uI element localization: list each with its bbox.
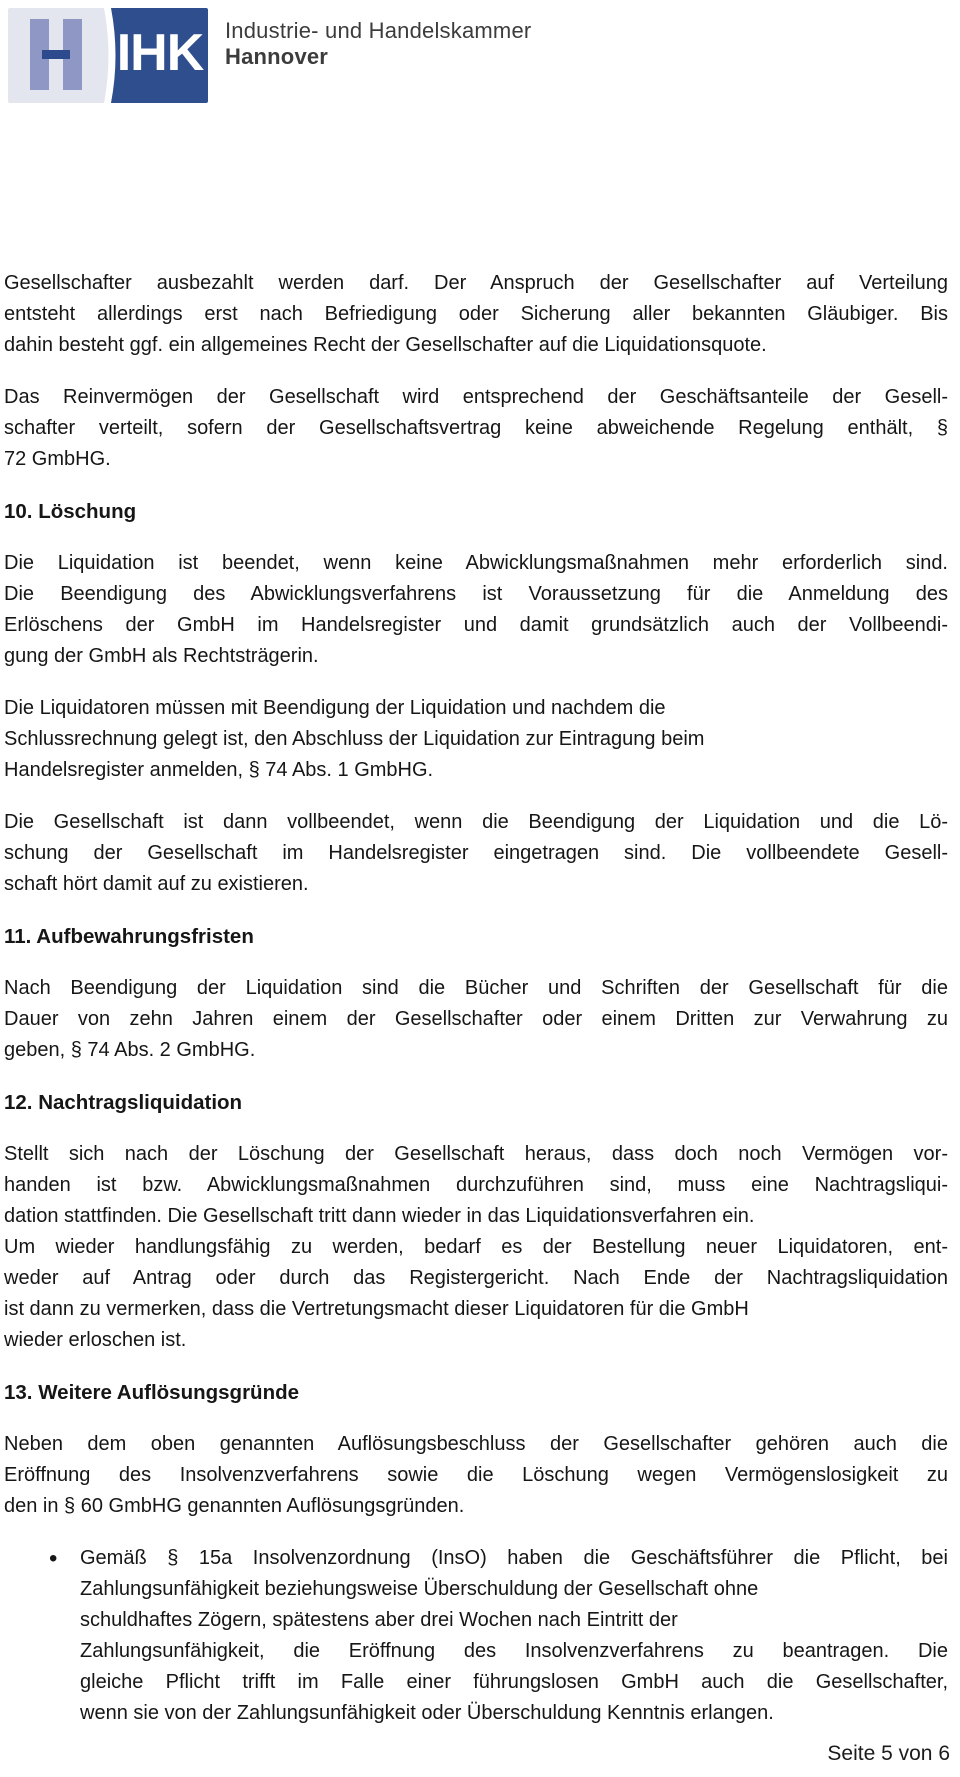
text-line: gleiche Pflicht trifft im Falle einer führungslosen GmbH auch die Gesellschafter, [80,1671,948,1693]
text-line: Stellt sich nach der Löschung der Gesellschaft heraus, dass doch noch Vermögen vor- [4,1143,948,1165]
text-line: dation stattfinden. Die Gesellschaft tritt dann wieder in das Liquidationsverfahren ein. [4,1205,755,1227]
paragraph-weitere-gruende [4,1429,948,1522]
text-line: schung der Gesellschaft im Handelsregister eingetragen sind. Die vollbeendete Gesell- [4,842,948,864]
page-number: Seite 5 von 6 [827,1742,950,1765]
org-name-line2: Hannover [225,44,329,69]
text-line: Neben dem oben genannten Auflösungsbeschluss der Gesellschafter gehören auch die [4,1433,948,1455]
document-body [4,268,948,1750]
logo-org-name [225,18,531,70]
ihk-logo-mark-icon [8,8,208,103]
text-line: geben, § 74 Abs. 2 GmbHG. [4,1039,256,1061]
text-line: Dauer von zehn Jahren einem der Gesellschafter oder einem Dritten zur Verwahrung zu [4,1008,948,1030]
paragraph-liquidatoren-anmeldung [4,693,948,786]
paragraph-vollbeendet [4,807,948,900]
text-line: Erlöschens der GmbH im Handelsregister und damit grundsätzlich auch der Vollbeendi- [4,614,948,636]
paragraph-aufbewahrung [4,973,948,1066]
section-heading-10-loeschung: 10. Löschung [4,500,137,523]
text-line: wieder erloschen ist. [4,1329,187,1351]
text-line: Zahlungsunfähigkeit, die Eröffnung des Insolvenzverfahrens zu beantragen. Die [80,1640,948,1662]
text-line: Gesellschafter ausbezahlt werden darf. Der Anspruch der Gesellschafter auf Verteilung [4,272,948,294]
ihk-logo [8,8,532,108]
text-line: Zahlungsunfähigkeit beziehungsweise Überschuldung der Gesellschaft ohne [80,1578,759,1600]
text-line: Handelsregister anmelden, § 74 Abs. 1 GmbHG. [4,759,434,781]
org-name-line1: Industrie- und Handelskammer [225,18,532,43]
text-line: ist dann zu vermerken, dass die Vertretungsmacht dieser Liquidatoren für die GmbH [4,1298,749,1320]
text-line: wenn sie von der Zahlungsunfähigkeit oder Überschuldung Kenntnis erlangen. [80,1702,774,1724]
text-line: Schlussrechnung gelegt ist, den Abschluss der Liquidation zur Eintragung beim [4,728,705,750]
bullet-dot-icon: • [49,1545,58,1572]
bullet-item-insolvenzantragspflicht [4,1543,948,1729]
text-line: Die Beendigung des Abwicklungsverfahrens ist Voraussetzung für die Anmeldung des [4,583,948,605]
text-line: Gemäß § 15a Insolvenzordnung (InsO) haben die Geschäftsführer die Pflicht, bei [80,1547,948,1569]
paragraph-nachtragsliquidation [4,1139,948,1356]
text-line: gung der GmbH als Rechtsträgerin. [4,645,319,667]
text-line: Eröffnung des Insolvenzverfahrens sowie die Löschung wegen Vermögenslosigkeit zu [4,1464,948,1486]
text-line: schuldhaftes Zögern, spätestens aber drei Wochen nach Eintritt der [80,1609,678,1631]
text-line: den in § 60 GmbHG genannten Auflösungsgründen. [4,1495,465,1517]
text-line: dahin besteht ggf. ein allgemeines Recht der Gesellschafter auf die Liquidationsquote. [4,334,767,356]
paragraph-liquidation-beendet [4,548,948,672]
text-line: Die Gesellschaft ist dann vollbeendet, wenn die Beendigung der Liquidation und die Lö- [4,811,948,833]
text-line: Nach Beendigung der Liquidation sind die Bücher und Schriften der Gesellschaft für die [4,977,948,999]
text-line: handen ist bzw. Abwicklungsmaßnahmen durchzuführen sind, muss eine Nachtragsliqui- [4,1174,948,1196]
text-line: Die Liquidatoren müssen mit Beendigung der Liquidation und nachdem die [4,697,666,719]
text-line: Um wieder handlungsfähig zu werden, bedarf es der Bestellung neuer Liquidatoren, ent- [4,1236,948,1258]
logo-acronym: IHK [116,24,204,82]
text-line: 72 GmbHG. [4,448,111,470]
text-line: schaft hört damit auf zu existieren. [4,873,309,895]
section-heading-12-nachtragsliquidation: 12. Nachtragsliquidation [4,1091,243,1114]
text-line: entsteht allerdings erst nach Befriedigung oder Sicherung aller bekannten Gläubiger. Bis [4,303,948,325]
bullet-item-text [80,1543,948,1729]
section-heading-13-weitere-aufloesungsgruende: 13. Weitere Auflösungsgründe [4,1381,300,1404]
section-heading-11-aufbewahrungsfristen: 11. Aufbewahrungsfristen [4,925,254,948]
text-line: schafter verteilt, sofern der Gesellschaftsvertrag keine abweichende Regelung enthält, § [4,417,948,439]
paragraph-reinvermoegen [4,382,948,475]
paragraph-liquidation-quote [4,268,948,361]
text-line: weder auf Antrag oder durch das Registergericht. Nach Ende der Nachtragsliquidation [4,1267,948,1289]
text-line: Das Reinvermögen der Gesellschaft wird entsprechend der Geschäftsanteile der Gesell- [4,386,948,408]
text-line: Die Liquidation ist beendet, wenn keine Abwicklungsmaßnahmen mehr erforderlich sind. [4,552,948,574]
